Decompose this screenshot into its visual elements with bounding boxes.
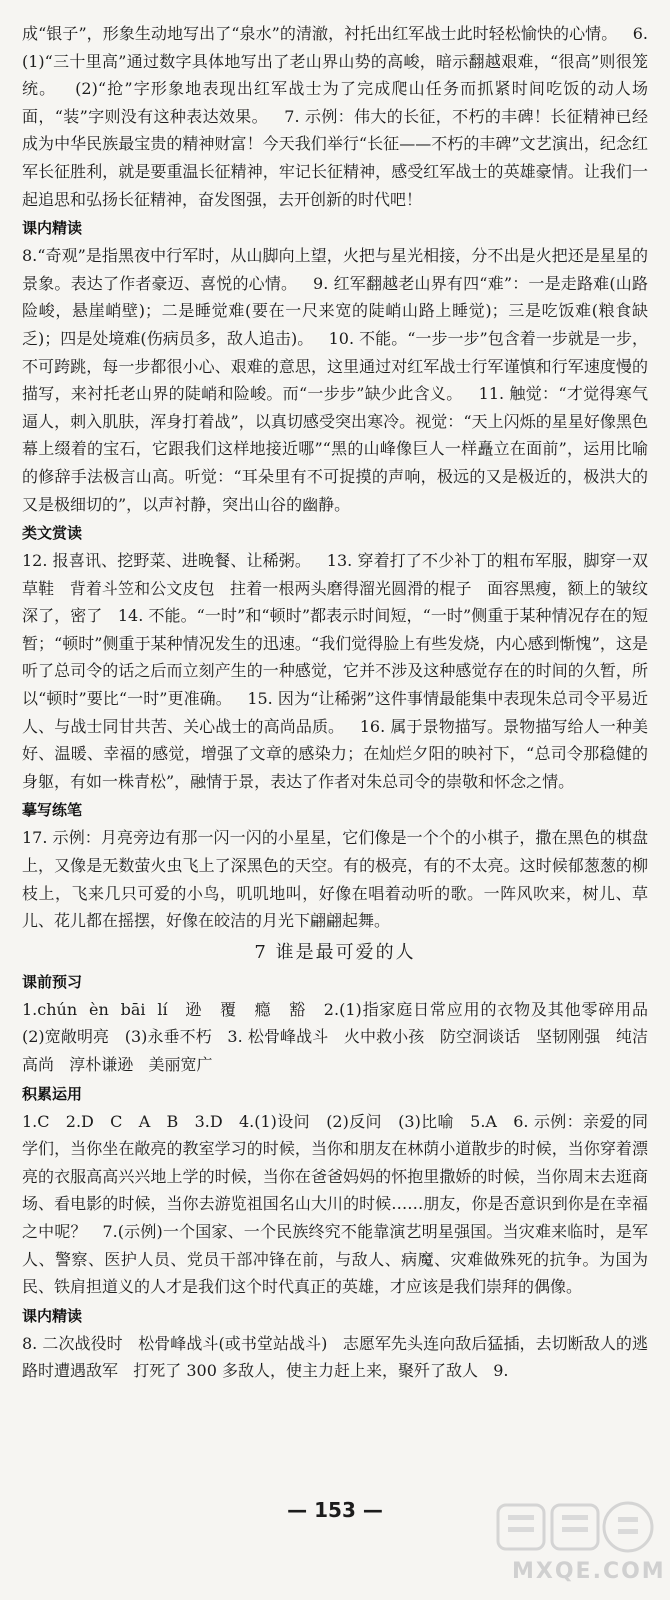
watermark-logo (492, 1497, 666, 1592)
section-heading: 课前预习 (22, 972, 83, 991)
document-body (22, 20, 664, 1385)
section-heading: 类文赏读 (22, 524, 83, 543)
section-heading: 课内精读 (22, 1306, 83, 1325)
answer-paragraph: 8. 二次战役时 松骨峰战斗(或书堂站战斗) 志愿军先头连向敌后猛插，去切断敌人的逃路时遭遇敌军 打死了 300 多敌人，使主力赶上来，聚歼了敌人 9. (22, 1333, 648, 1381)
answer-paragraph: 17. 示例：月亮旁边有那一闪一闪的小星星，它们像是一个个的小棋子，撒在黑色的棋盘上，又像是无数萤火虫飞上了深黑色的天空。有的极亮，有的不太亮。这时候郁葱葱的柳枝上，飞来几只可爱的小鸟，叽叽地叫，好像在唱着动听的歌。一阵风吹来，树儿、草儿、花儿都在摇摆，好像在皎洁的月光下翩翩起舞。 (22, 828, 648, 931)
chapter-title: 7 谁是最可爱的人 (254, 941, 416, 963)
answer-paragraph: 成“银子”，形象生动地写出了“泉水”的清澈，衬托出红军战士此时轻松愉快的心情。 6.(1)“三十里高”通过数字具体地写出了老山界山势的高峻，暗示翻越艰难，“很高”则很笼统。 (2)“抢”字形象地表现出红军战士为了完成爬山任务而抓紧时间吃饭的动人场面，“装”字则没有这种表达效果。 7. 示例：伟大的长征，不朽的丰碑！长征精神已经成为中华民族最宝贵的精神财富！今天我们举行“长征——不朽的丰碑”文艺演出，纪念红军长征胜利，就是要重温长征精神，牢记长征精神，感受红军战士的英雄豪情。让我们一起追思和弘扬长征精神，奋发图强，去开创新的时代吧！ (22, 24, 648, 209)
section-heading: 课内精读 (22, 219, 83, 238)
section-heading: 摹写练笔 (22, 801, 83, 820)
page-number: — 153 — (287, 1498, 383, 1522)
answer-paragraph: 1.C 2.D C A B 3.D 4.(1)设问 (2)反问 (3)比喻 5.A 6. 示例：亲爱的同学们，当你坐在敞亮的教室学习的时候，当你和朋友在林荫小道散步的时候，当你穿着漂亮的衣服高高兴兴地上学的时候，当你在爸爸妈妈的怀抱里撒娇的时候，当你周末去逛商场、看电影的时候，当你去游览祖国名山大川的时候……朋友，你是否意识到你是在幸福之中呢？ 7.(示例)一个国家、一个民族终究不能靠演艺明星强国。当灾难来临时，是军人、警察、医护人员、党员干部冲锋在前，与敌人、病魔、灾难做殊死的抗争。为国为民、铁肩担道义的人才是我们这个时代真正的英雄，才应该是我们崇拜的偶像。 (22, 1111, 648, 1297)
watermark-site-text: MXQE.COM (512, 1559, 666, 1584)
answer-paragraph: 1.chún èn bāi lí 逊 覆 瘾 豁 2.(1)指家庭日常应用的衣物及其他零碎用品 (2)宽敞明亮 (3)永垂不朽 3. 松骨峰战斗 火中救小孩 防空洞谈话 坚韧刚强 纯洁高尚 淳朴谦逊 美丽宽广 (22, 999, 664, 1074)
answer-paragraph: 12. 报喜讯、挖野菜、进晚餐、让稀粥。 13. 穿着打了不少补丁的粗布军服，脚穿一双草鞋 背着斗笠和公文皮包 拄着一根两头磨得溜光圆滑的棍子 面容黑瘦，额上的皱纹深了，密了 14. 不能。“一时”和“顿时”都表示时间短，“一时”侧重于某种情况存在的短暂；“顿时”侧重于某种情况发生的迅速。“我们觉得脸上有些发烧，内心感到惭愧”，这是听了总司令的话之后而立刻产生的一种感觉，它并不涉及这种感觉存在的时间的久暂，所以“顿时”要比“一时”更准确。 15. 因为“让稀粥”这件事情最能集中表现朱总司令平易近人、与战士同甘共苦、关心战士的高尚品质。 16. 属于景物描写。景物描写给人一种美好、温暖、幸福的感觉，增强了文章的感染力；在灿烂夕阳的映衬下，“总司令那稳健的身躯，有如一株青松”，融情于景，表达了作者对朱总司令的崇敬和怀念之情。 (22, 551, 648, 791)
answer-paragraph: 8.“奇观”是指黑夜中行军时，从山脚向上望，火把与星光相接，分不出是火把还是星星的景象。表达了作者豪迈、喜悦的心情。 9. 红军翻越老山界有四“难”：一是走路难(山路险峻，悬崖峭壁)；二是睡觉难(要在一尺来宽的陡峭山路上睡觉)；三是吃饭难(粮食缺乏)；四是处境难(伤病员多，敌人追击)。 10. 不能。“一步一步”包含着一步就是一步，不可跨跳，每一步都很小心、艰难的意思，这里通过对红军战士行军谨慎和行军速度慢的描写，来衬托老山界的陡峭和险峻。而“一步步”缺少此含义。 11. 触觉：“才觉得寒气逼人，刺入肌肤，浑身打着战”，以真切感受突出寒冷。视觉：“天上闪烁的星星好像黑色幕上缀着的宝石，它跟我们这样地接近哪”“黑的山峰像巨人一样矗立在面前”，运用比喻的修辞手法极言山高。听觉：“耳朵里有不可捉摸的声响，极远的又是极近的，极洪大的又是极细切的”，以声衬静，突出山谷的幽静。 (22, 246, 648, 514)
section-heading: 积累运用 (22, 1084, 83, 1103)
